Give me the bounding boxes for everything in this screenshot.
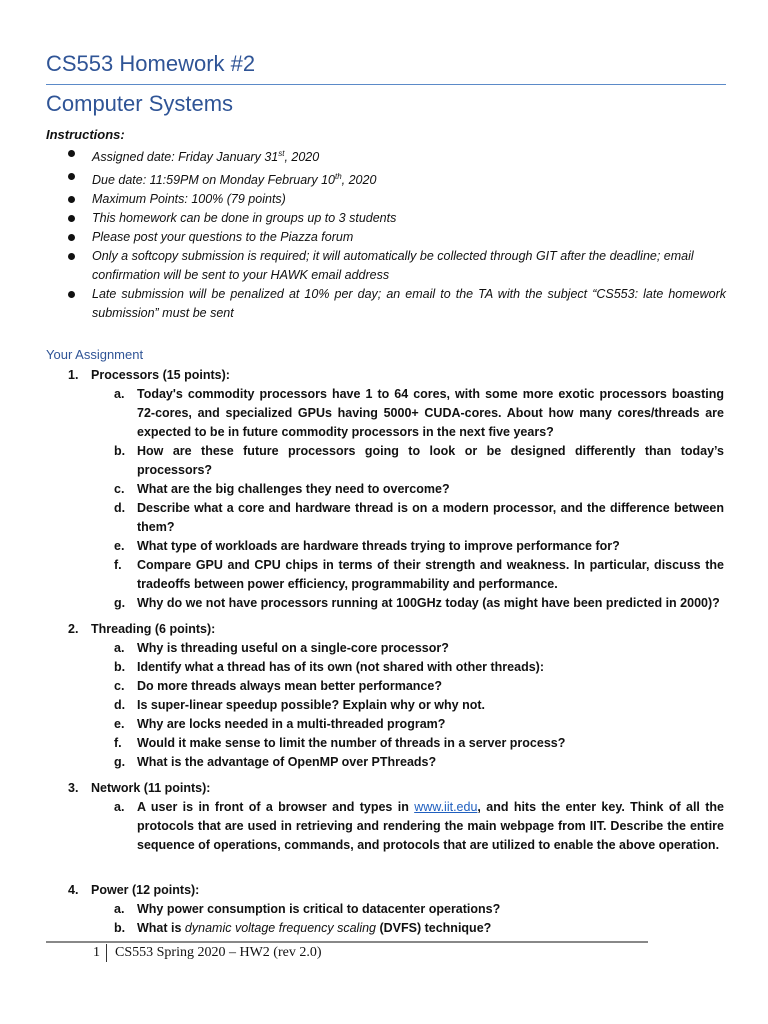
- footer-separator: [106, 944, 107, 962]
- page-footer: [93, 943, 322, 963]
- bullet-icon: [68, 253, 75, 260]
- instruction-item: Late submission will be penalized at 10% per day; an email to the TA with the subject “CS553: late homework submission” must be sent: [46, 285, 726, 323]
- iit-link[interactable]: www.iit.edu: [414, 800, 478, 814]
- title-divider: [46, 84, 726, 85]
- section-heading: Your Assignment: [46, 347, 144, 362]
- page-number: 1: [93, 945, 100, 960]
- bullet-icon: [68, 215, 75, 222]
- footer-text: CS553 Spring 2020 – HW2 (rev 2.0): [115, 945, 322, 960]
- instruction-item: This homework can be done in groups up to 3 students: [46, 209, 726, 228]
- bullet-icon: [68, 173, 75, 180]
- bullet-icon: [68, 196, 75, 203]
- instruction-item: Please post your questions to the Piazza forum: [46, 228, 726, 247]
- bullet-icon: [68, 291, 75, 298]
- document-subtitle: Computer Systems: [46, 91, 234, 116]
- bullet-icon: [68, 234, 75, 241]
- instruction-item: Maximum Points: 100% (79 points): [46, 190, 726, 209]
- document-title: CS553 Homework #2: [46, 51, 256, 76]
- instructions-heading: Instructions:: [46, 127, 125, 142]
- instruction-item: Due date: 11:59PM on Monday February 10th, 2020: [46, 167, 726, 190]
- instructions-list: [46, 144, 726, 323]
- instruction-item: Assigned date: Friday January 31st, 2020: [46, 144, 726, 167]
- instruction-item: Only a softcopy submission is required; it will automatically be collected through GIT after the deadline; email confirmation will be sent to your HAWK email address: [46, 247, 726, 285]
- bullet-icon: [68, 150, 75, 157]
